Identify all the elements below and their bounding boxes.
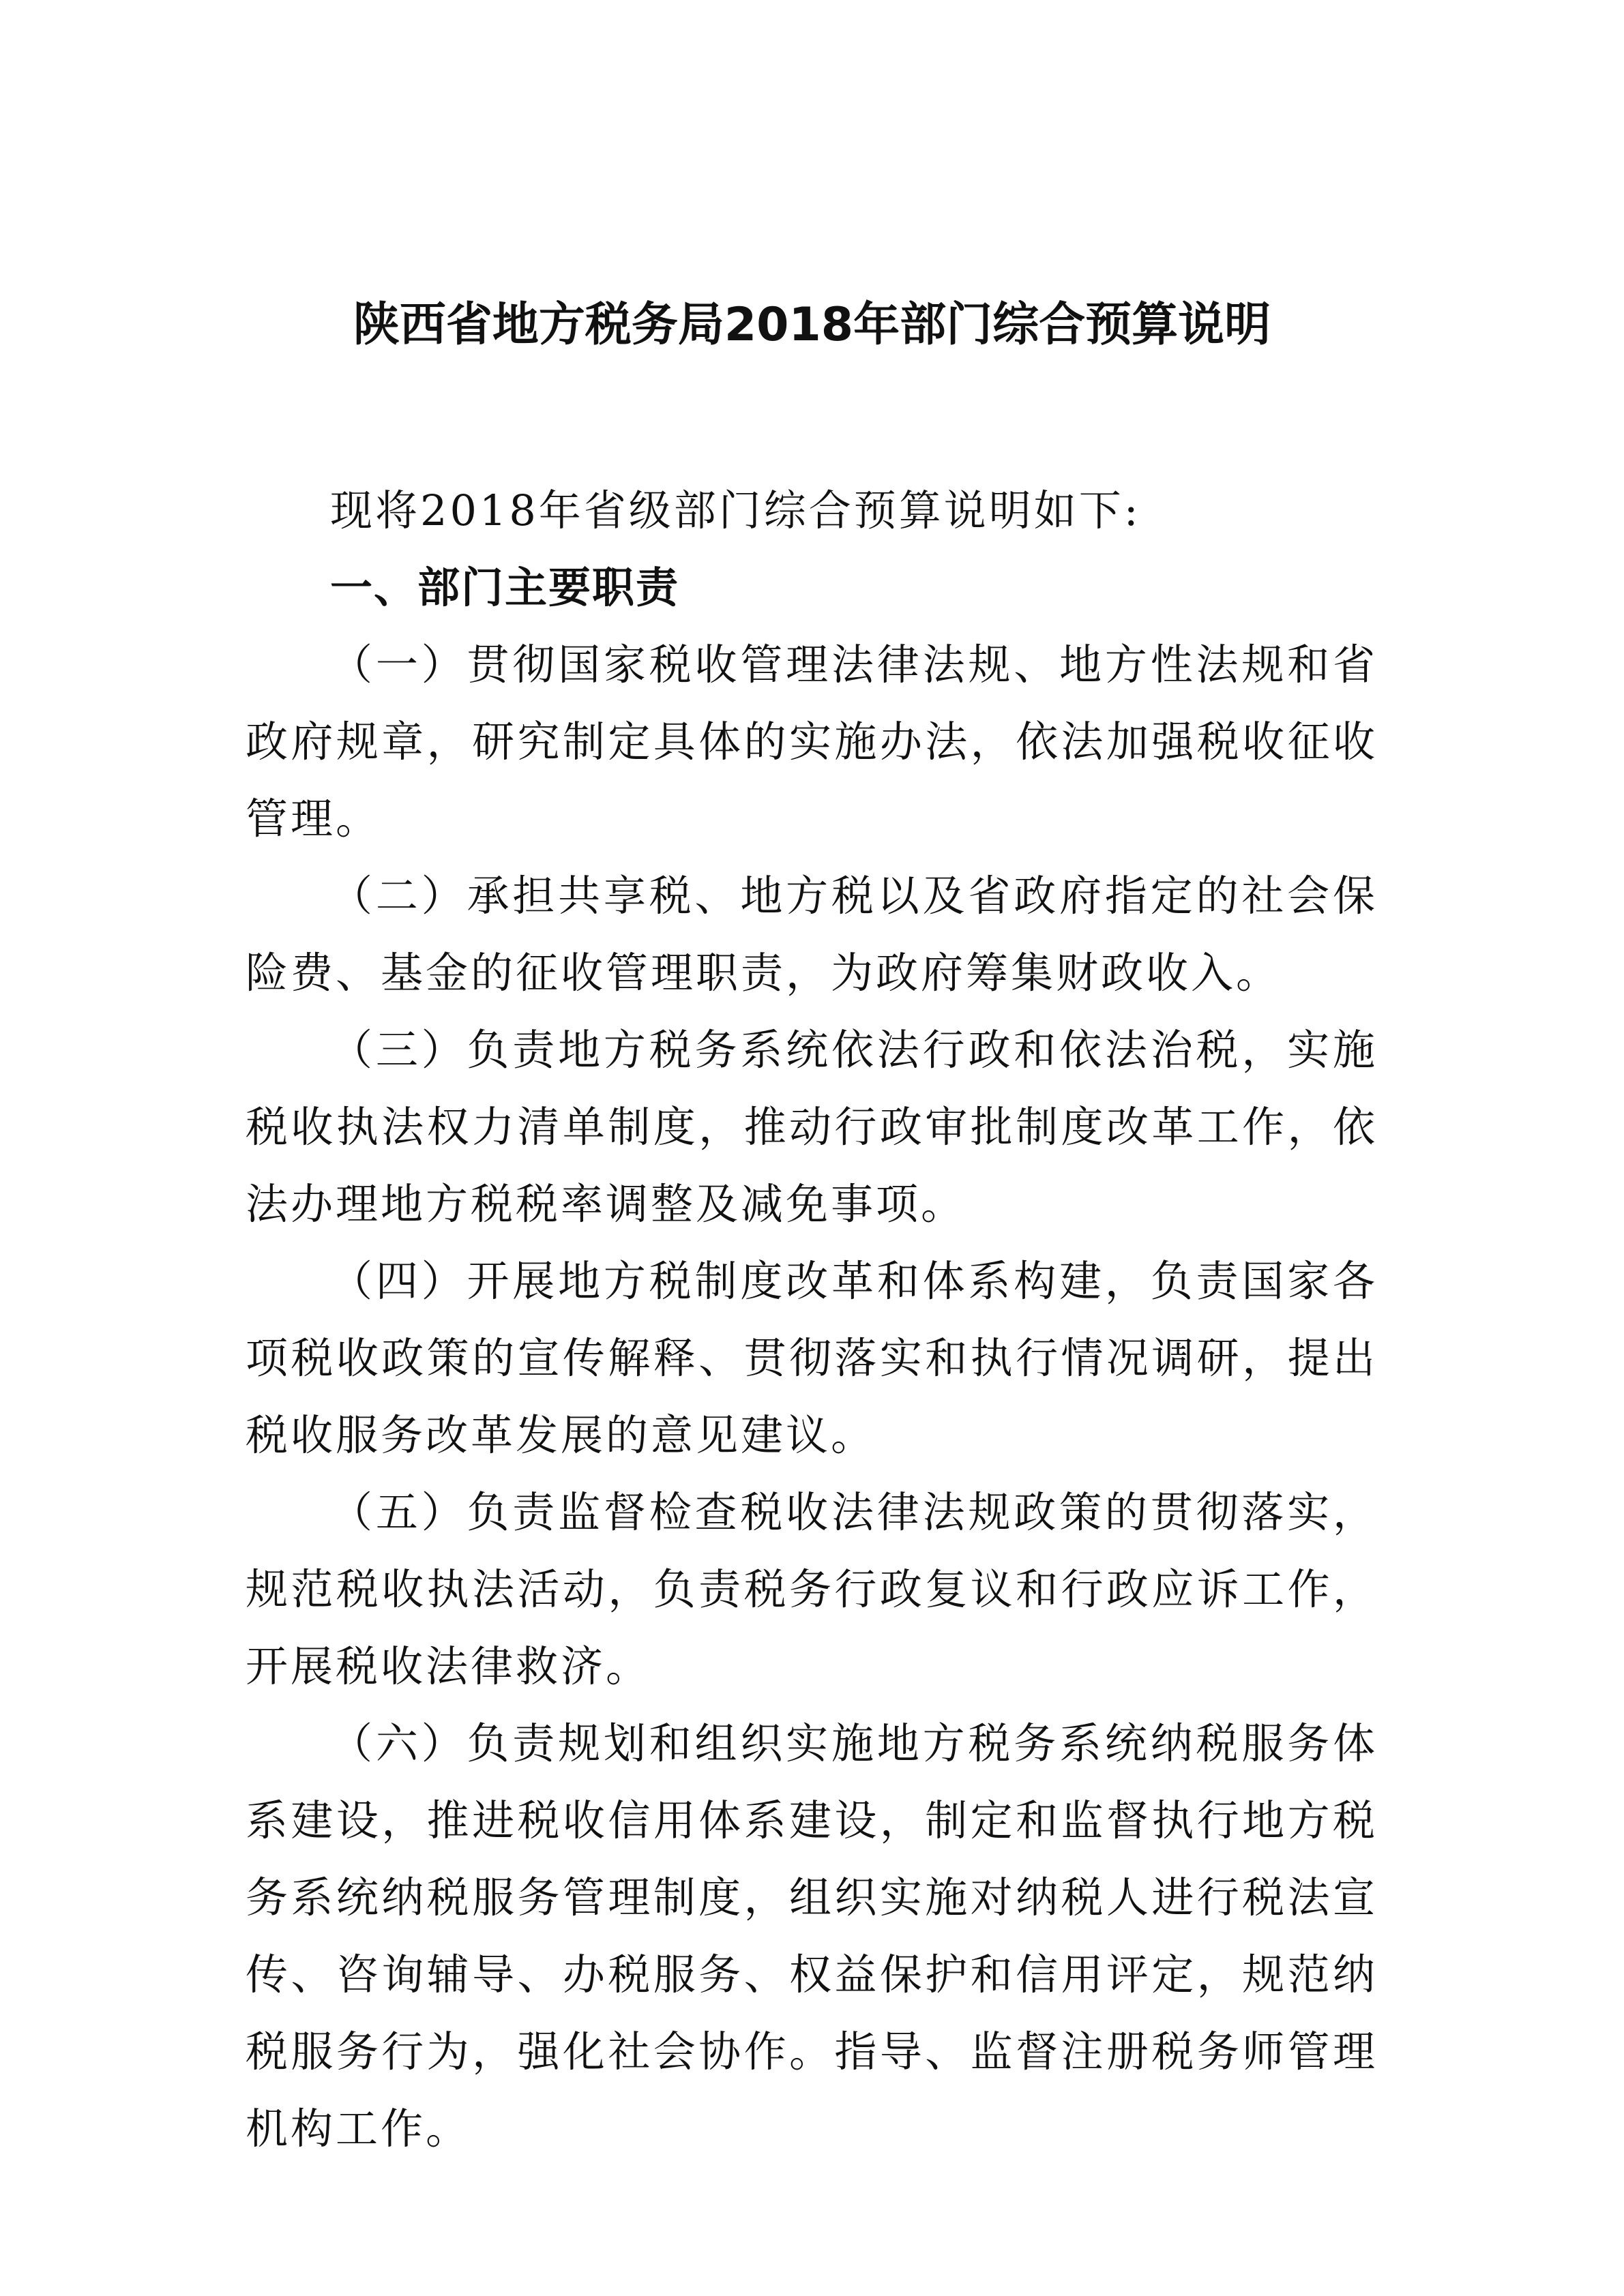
document-body: [246, 472, 1378, 2167]
document-title: 陕西省地方税务局2018年部门综合预算说明: [353, 298, 1271, 352]
duty-paragraph-2: （二）承担共享税、地方税以及省政府指定的社会保险费、基金的征收管理职责，为政府筹集财政收入。: [246, 871, 1378, 998]
duty-paragraph-5: （五）负责监督检查税收法律法规政策的贯彻落实，规范税收执法活动，负责税务行政复议和行政应诉工作，开展税收法律救济。: [246, 1487, 1378, 1691]
intro-paragraph: 现将2018年省级部门综合预算说明如下:: [330, 486, 1141, 535]
duty-paragraph-6: （六）负责规划和组织实施地方税务系统纳税服务体系建设，推进税收信用体系建设，制定和监督执行地方税务系统纳税服务管理制度，组织实施对纳税人进行税法宣传、咨询辅导、办税服务、权益保护和信用评定，规范纳税服务行为，强化社会协作。指导、监督注册税务师管理机构工作。: [246, 1718, 1378, 2153]
duty-paragraph-1: （一）贯彻国家税收管理法律法规、地方性法规和省政府规章，研究制定具体的实施办法，依法加强税收征收管理。: [246, 640, 1378, 844]
section-heading: 一、部门主要职责: [330, 563, 680, 612]
duty-paragraph-3: （三）负责地方税务系统依法行政和依法治税，实施税收执法权力清单制度，推动行政审批制度改革工作，依法办理地方税税率调整及减免事项。: [246, 1025, 1378, 1229]
duty-paragraph-4: （四）开展地方税制度改革和体系构建，负责国家各项税收政策的宣传解释、贯彻落实和执行情况调研，提出税收服务改革发展的意见建议。: [246, 1256, 1378, 1460]
